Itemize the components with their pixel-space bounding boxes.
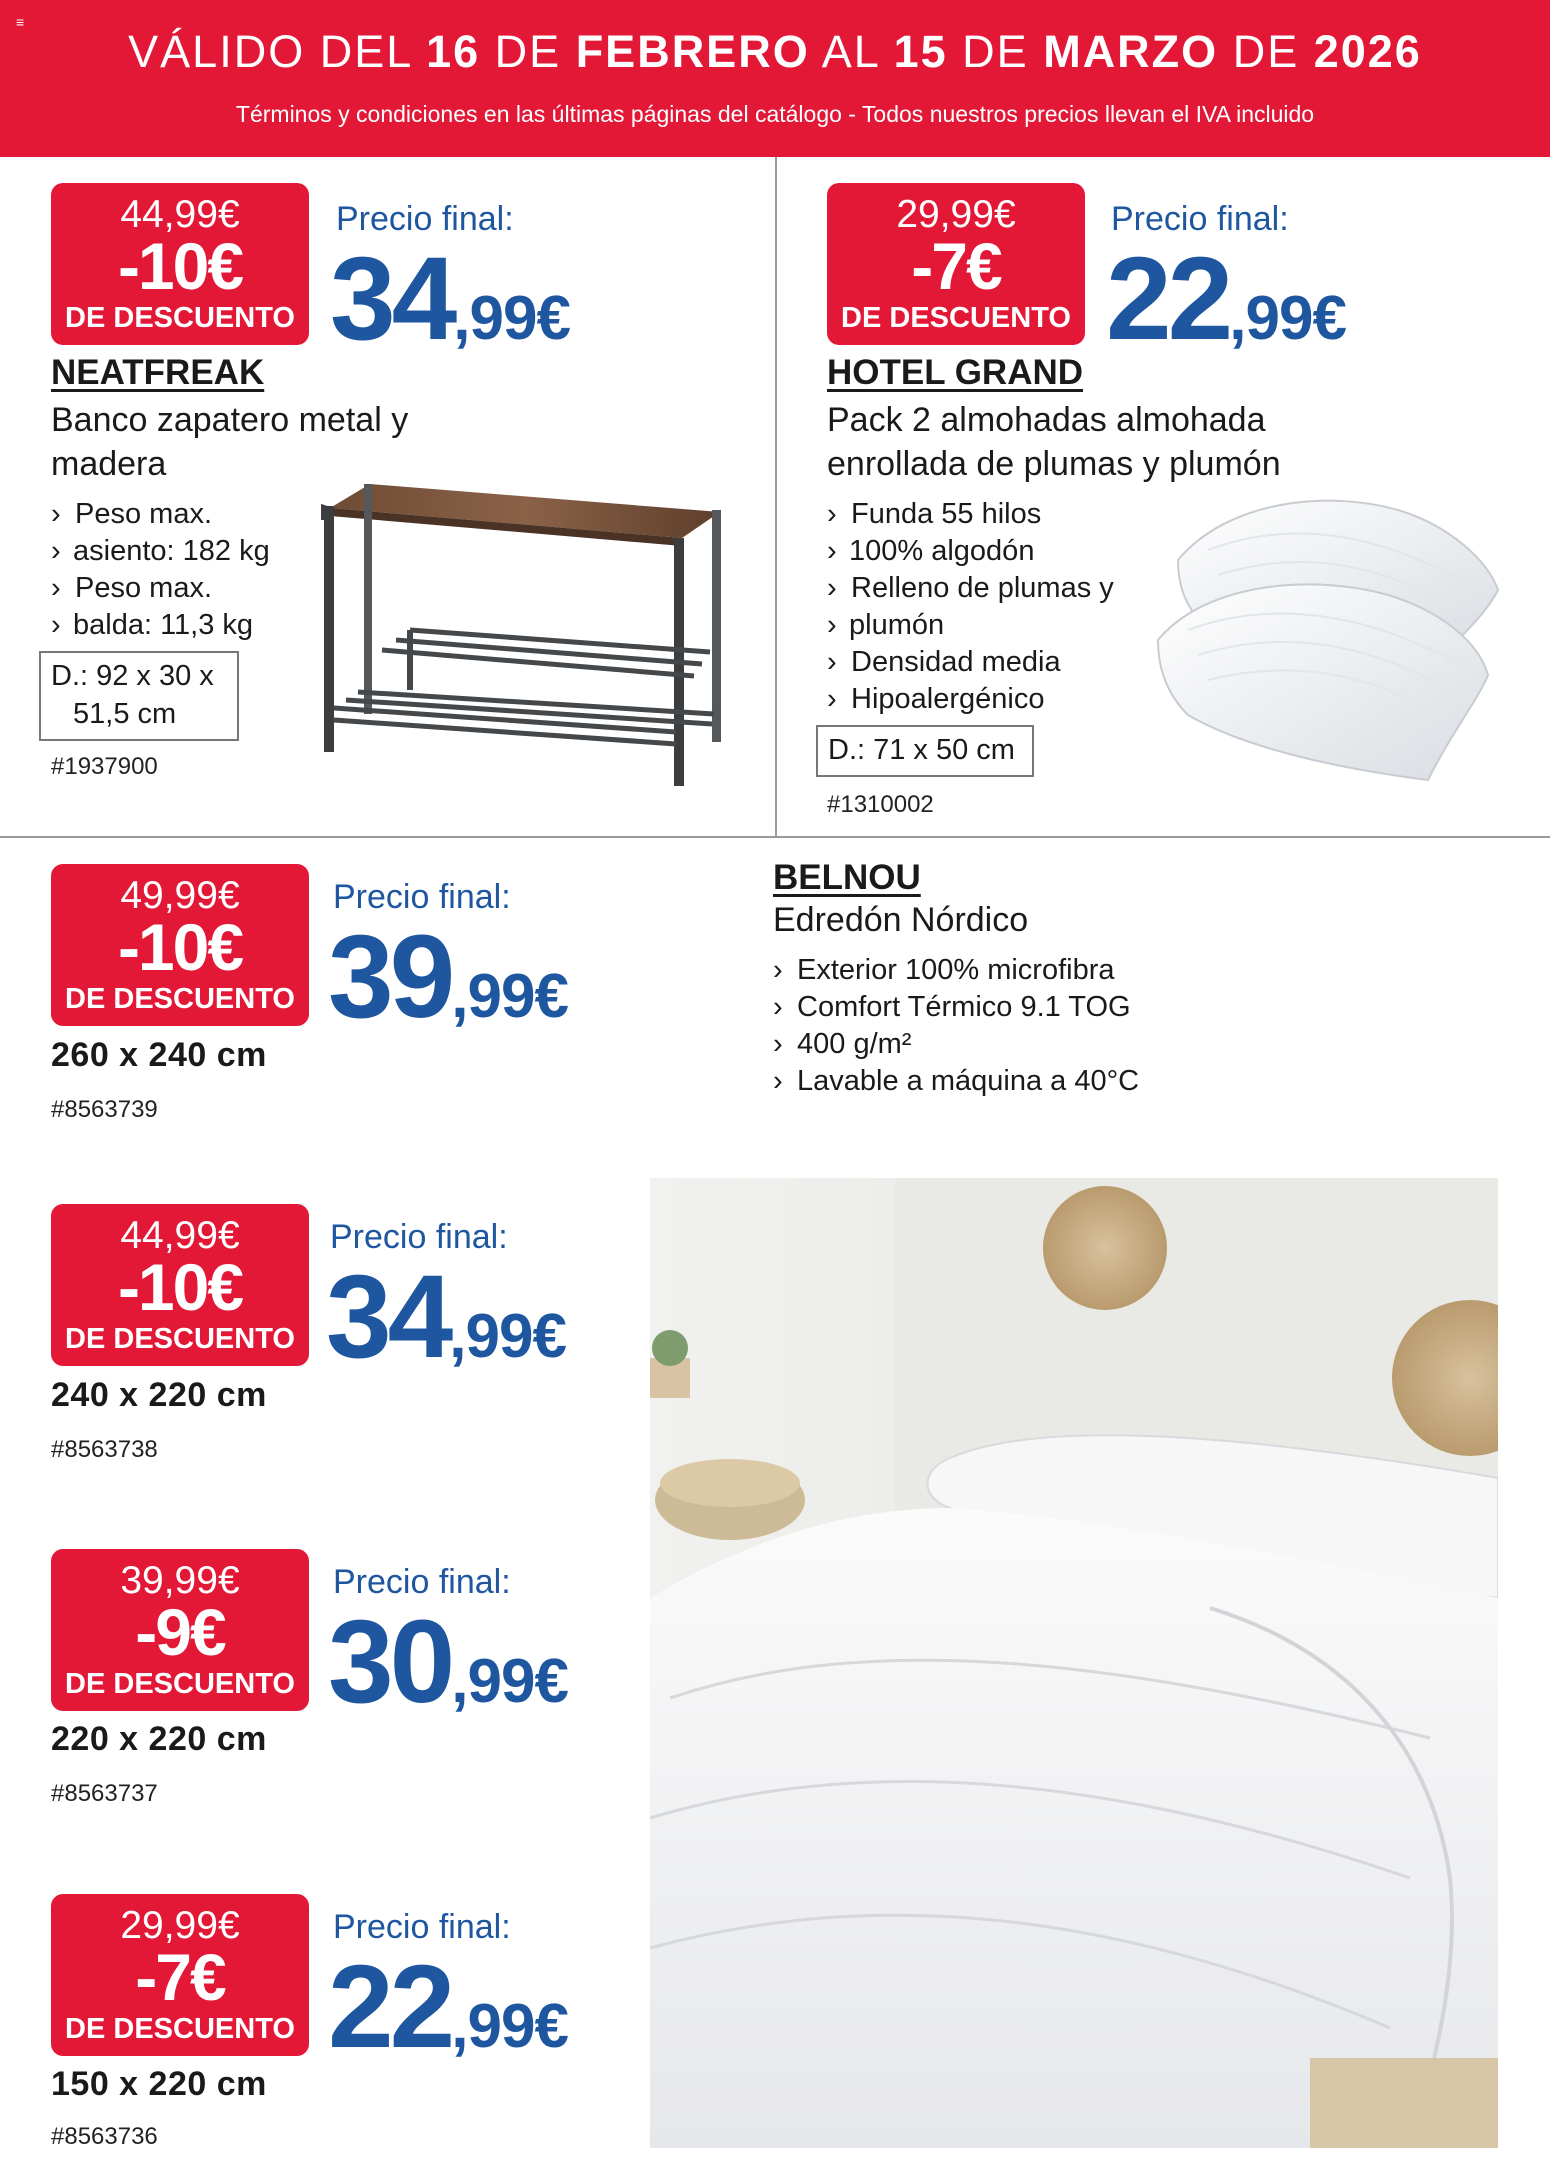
feature-item-cont: › balda: 11,3 kg xyxy=(51,607,321,644)
feature-item: › Peso max. xyxy=(51,496,321,533)
final-price: 39,99€ xyxy=(328,911,568,1043)
discount-amount: -10€ xyxy=(117,1250,243,1324)
product-name: Pack 2 almohadas almohada enrollada de plumas y plumón xyxy=(827,401,1281,483)
feature-list xyxy=(827,496,1157,718)
sku: #8563737 xyxy=(51,1780,158,1807)
sku: #1937900 xyxy=(51,753,158,780)
discount-badge xyxy=(51,864,309,1026)
feature-item: › Funda 55 hilos xyxy=(827,496,1157,533)
section-divider xyxy=(0,836,1550,838)
dimensions-box: D.: 71 x 50 cm xyxy=(816,725,1034,777)
discount-badge xyxy=(51,1204,309,1366)
original-price: 29,99€ xyxy=(896,193,1016,236)
discount-label: DE DESCUENTO xyxy=(841,302,1071,334)
discount-amount: -10€ xyxy=(117,229,243,303)
feature-item: › Densidad media xyxy=(827,644,1157,681)
final-price-label: Precio final: xyxy=(333,1908,511,1946)
feature-item-cont: › plumón xyxy=(827,607,1157,644)
discount-badge xyxy=(827,183,1085,345)
brand-name: HOTEL GRAND xyxy=(827,353,1084,392)
dimensions-box: D.: 92 x 30 x 51,5 cm xyxy=(39,651,239,741)
product-name: Edredón Nórdico xyxy=(773,901,1029,939)
size-label: 260 x 240 cm xyxy=(51,1036,267,1074)
menu-icon[interactable]: ≡ xyxy=(16,14,25,30)
sku: #8563739 xyxy=(51,1096,158,1123)
feature-item-cont: › asiento: 182 kg xyxy=(51,533,321,570)
feature-list xyxy=(51,496,321,644)
size-label: 150 x 220 cm xyxy=(51,2065,267,2103)
brand-name: NEATFREAK xyxy=(51,353,265,392)
header-banner xyxy=(0,0,1550,157)
original-price: 29,99€ xyxy=(120,1904,240,1947)
original-price: 44,99€ xyxy=(120,1214,240,1257)
feature-list xyxy=(773,952,1293,1100)
final-price: 34,99€ xyxy=(330,233,570,365)
final-price-label: Precio final: xyxy=(333,878,511,916)
discount-amount: -9€ xyxy=(135,1595,225,1669)
discount-label: DE DESCUENTO xyxy=(65,302,295,334)
discount-amount: -7€ xyxy=(135,1940,225,2014)
final-price: 22,99€ xyxy=(328,1941,568,2073)
discount-label: DE DESCUENTO xyxy=(65,1323,295,1355)
column-divider xyxy=(775,157,777,837)
discount-label: DE DESCUENTO xyxy=(65,983,295,1015)
sku: #8563738 xyxy=(51,1436,158,1463)
terms-note: Términos y condiciones en las últimas páginas del catálogo - Todos nuestros precios llevan el IVA incluido xyxy=(235,101,1315,127)
final-price: 30,99€ xyxy=(328,1596,568,1728)
feature-item: › Hipoalergénico xyxy=(827,681,1157,718)
discount-badge xyxy=(51,1894,309,2056)
discount-badge xyxy=(51,1549,309,1711)
feature-item: › 400 g/m² xyxy=(773,1026,1293,1063)
product-name: Banco zapatero metal y madera xyxy=(51,401,409,483)
sku: #1310002 xyxy=(827,791,934,818)
feature-item-cont: › 100% algodón xyxy=(827,533,1157,570)
final-price-label: Precio final: xyxy=(1111,200,1289,238)
feature-item: › Exterior 100% microfibra xyxy=(773,952,1293,989)
feature-item: › Lavable a máquina a 40°C xyxy=(773,1063,1293,1100)
feature-item: › Relleno de plumas y xyxy=(827,570,1157,607)
feature-item: › Comfort Térmico 9.1 TOG xyxy=(773,989,1293,1026)
final-price-label: Precio final: xyxy=(330,1218,508,1256)
discount-amount: -7€ xyxy=(911,229,1001,303)
size-label: 240 x 220 cm xyxy=(51,1376,267,1414)
shoe-bench-image xyxy=(310,480,730,790)
sku: #8563736 xyxy=(51,2123,158,2150)
discount-amount: -10€ xyxy=(117,910,243,984)
size-label: 220 x 220 cm xyxy=(51,1720,267,1758)
validity-dates: VÁLIDO DEL 16 DE FEBRERO AL 15 DE MARZO DE 2026 xyxy=(128,26,1422,77)
final-price: 22,99€ xyxy=(1106,233,1346,365)
final-price-label: Precio final: xyxy=(336,200,514,238)
discount-label: DE DESCUENTO xyxy=(65,1668,295,1700)
discount-badge xyxy=(51,183,309,345)
final-price-label: Precio final: xyxy=(333,1563,511,1601)
feature-item: › Peso max. xyxy=(51,570,321,607)
original-price: 39,99€ xyxy=(120,1559,240,1602)
discount-label: DE DESCUENTO xyxy=(65,2013,295,2045)
final-price: 34,99€ xyxy=(326,1251,566,1383)
original-price: 49,99€ xyxy=(120,874,240,917)
original-price: 44,99€ xyxy=(120,193,240,236)
pillows-image xyxy=(1148,480,1508,790)
brand-name: BELNOU xyxy=(773,858,921,897)
duvet-bedroom-image xyxy=(650,1178,1498,2148)
